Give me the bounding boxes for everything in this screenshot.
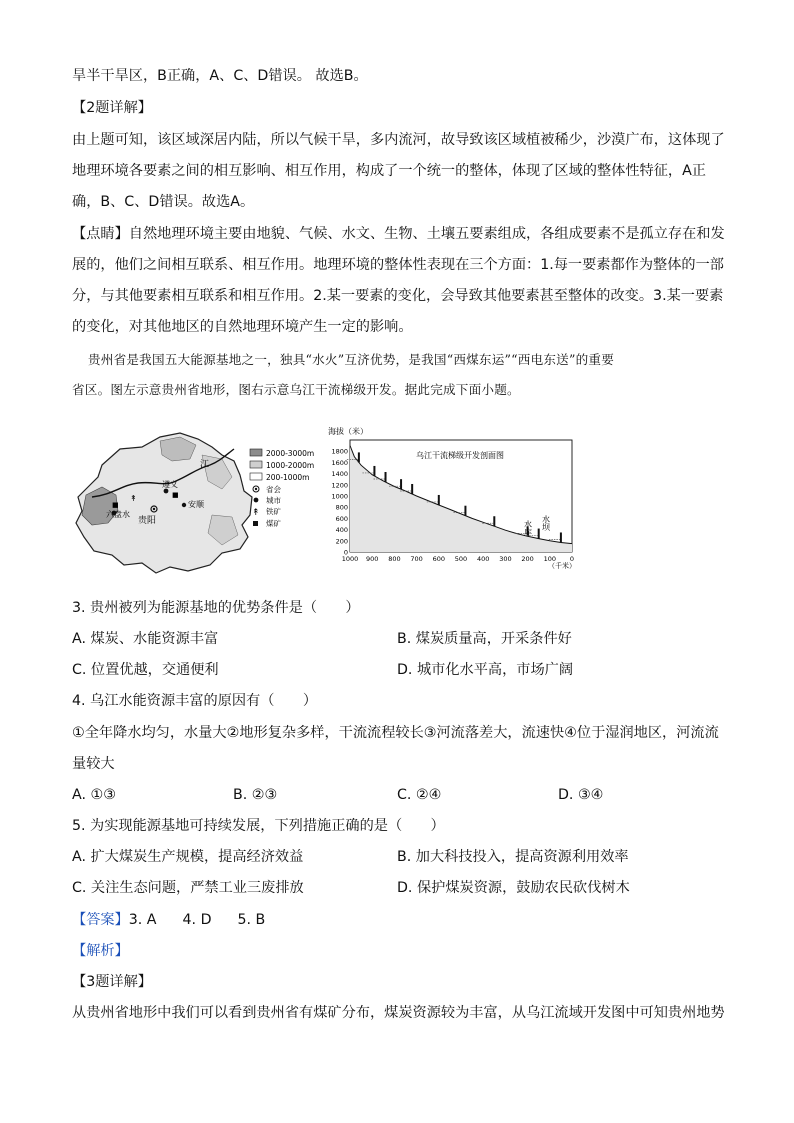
coal-icon: ■ bbox=[112, 501, 119, 509]
section-heading-q2: 【2题详解】 bbox=[72, 100, 152, 116]
answer-4: 4. D bbox=[182, 912, 212, 928]
option-5c: C. 关注生态问题，严禁工业三废排放 bbox=[72, 880, 304, 896]
svg-text:城市: 城市 bbox=[266, 496, 281, 505]
answer-label: 【答案】 bbox=[72, 912, 129, 928]
x-tick-label: 400 bbox=[476, 555, 490, 563]
dam-mark bbox=[464, 506, 466, 516]
x-axis-unit: （千米） bbox=[548, 562, 576, 570]
dam-mark bbox=[560, 532, 562, 542]
option-4b: B. ②③ bbox=[233, 787, 278, 803]
svg-text:水库: 水库 bbox=[523, 520, 533, 536]
svg-text:2000-3000m: 2000-3000m bbox=[266, 449, 315, 458]
tip-line: 【点睛】自然地理环境主要由地貌、气候、水文、生物、土壤五要素组成，各组成要素不是孤立存在和发 bbox=[72, 226, 725, 242]
answer-5: 5. B bbox=[237, 912, 266, 928]
dam-mark bbox=[385, 472, 387, 482]
text-line: 确，B、C、D错误。故选A。 bbox=[72, 194, 255, 210]
option-3a: A. 煤炭、水能资源丰富 bbox=[72, 631, 219, 647]
option-4c: C. ②④ bbox=[397, 787, 442, 803]
x-tick-label: 0 bbox=[569, 555, 575, 563]
wujiang-profile-chart bbox=[326, 422, 576, 572]
question-3: 3. 贵州被列为能源基地的优势条件是（ ） bbox=[72, 600, 360, 616]
city-label: 贵阳 bbox=[138, 516, 157, 526]
dam-mark bbox=[358, 452, 360, 462]
tip-line: 分，与其他要素相互联系和相互作用。2.某一要素的变化，会导致其他要素甚至整体的改变。3.某一要素 bbox=[72, 288, 724, 304]
y-tick-label: 1000 bbox=[331, 492, 348, 501]
x-tick-label: 800 bbox=[388, 555, 401, 563]
option-4d: D. ③④ bbox=[558, 787, 604, 803]
y-tick-label: 400 bbox=[335, 526, 348, 535]
text-line: 从贵州省地形中我们可以看到贵州省有煤矿分布，煤炭资源较为丰富，从乌江流域开发图中可知贵州地势 bbox=[72, 1005, 725, 1021]
x-tick-label: 100 bbox=[543, 555, 557, 563]
option-3c: C. 位置优越，交通便利 bbox=[72, 662, 219, 678]
map-legend bbox=[250, 449, 314, 528]
dam-mark bbox=[438, 495, 440, 505]
guizhou-terrain-map bbox=[72, 425, 322, 575]
city-marker bbox=[164, 489, 169, 494]
tip-line: 展的，他们之间相互联系、相互作用。地理环境的整体性表现在三个方面：1.每一要素都作为整体的一部 bbox=[72, 257, 724, 273]
x-tick-label: 300 bbox=[499, 555, 512, 563]
y-tick-label: 1600 bbox=[331, 458, 348, 467]
option-3d: D. 城市化水平高，市场广阔 bbox=[397, 662, 574, 678]
svg-text:水坝: 水坝 bbox=[541, 515, 551, 531]
text-line: 由上题可知，该区域深居内陆，所以气候干旱，多内流河，故导致该区域植被稀少，沙漠广布，这体现了 bbox=[72, 132, 725, 148]
dam-mark bbox=[373, 466, 375, 476]
answer-line bbox=[72, 910, 265, 930]
tip-line: 的变化，对其他地区的自然地理环境产生一定的影响。 bbox=[72, 319, 413, 335]
question-5: 5. 为实现能源基地可持续发展，下列措施正确的是（ ） bbox=[72, 818, 445, 834]
dam-mark bbox=[411, 484, 413, 494]
intro-line: 省区。图左示意贵州省地形，图右示意乌江干流梯级开发。据此完成下面小题。 bbox=[72, 382, 520, 397]
dam-mark bbox=[493, 516, 495, 526]
svg-text:煤矿: 煤矿 bbox=[266, 519, 281, 528]
option-5d: D. 保护煤炭资源，鼓励农民砍伐树木 bbox=[397, 880, 630, 896]
x-tick-label: 200 bbox=[521, 555, 534, 563]
svg-text:省会: 省会 bbox=[266, 485, 281, 494]
question-4-statements: 量较大 bbox=[72, 756, 115, 772]
x-tick-label: 600 bbox=[432, 555, 446, 563]
answer-3: 3. A bbox=[128, 912, 157, 928]
section-heading-q3: 【3题详解】 bbox=[72, 974, 152, 990]
y-tick-label: 1800 bbox=[331, 447, 348, 456]
svg-text:铁矿: 铁矿 bbox=[266, 507, 281, 516]
iron-icon: ↟ bbox=[130, 494, 137, 503]
y-tick-label: 200 bbox=[335, 537, 348, 546]
text-line: 旱半干旱区，B正确，A、C、D错误。 故选B。 bbox=[72, 68, 368, 84]
city-marker bbox=[182, 503, 186, 507]
y-tick-label: 1400 bbox=[331, 470, 348, 479]
river-label: 江 bbox=[200, 460, 210, 470]
city-label: 六盘水 bbox=[106, 510, 130, 519]
x-tick-label: 900 bbox=[365, 555, 379, 563]
y-tick-label: 1200 bbox=[331, 481, 348, 490]
text-line: 地理环境各要素之间的相互影响、相互作用，构成了一个统一的整体，体现了区域的整体性特征，A正 bbox=[72, 163, 706, 179]
option-5a: A. 扩大煤炭生产规模，提高经济效益 bbox=[72, 849, 304, 865]
svg-text:200-1000m: 200-1000m bbox=[266, 473, 310, 482]
chart-title: 乌江干流梯级开发剖面图 bbox=[416, 451, 504, 460]
svg-text:1000-2000m: 1000-2000m bbox=[266, 461, 315, 470]
question-4-statements: ①全年降水均匀，水量大②地形复杂多样，干流流程较长③河流落差大，流速快④位于湿润地区，河流流 bbox=[72, 725, 719, 741]
dam-mark bbox=[538, 529, 540, 539]
x-tick-label: 1000 bbox=[341, 555, 359, 563]
x-tick-label: 700 bbox=[410, 555, 423, 563]
intro-line: 贵州省是我国五大能源基地之一，独具“水火”互济优势，是我国“西煤东运”“西电东送”的重要 bbox=[88, 352, 614, 367]
y-tick-label: 0 bbox=[343, 548, 348, 557]
option-5b: B. 加大科技投入，提高资源利用效率 bbox=[397, 849, 629, 865]
question-4: 4. 乌江水能资源丰富的原因有（ ） bbox=[72, 693, 318, 709]
city-label: 安顺 bbox=[188, 500, 204, 509]
analysis-heading: 【解析】 bbox=[72, 943, 129, 959]
y-axis-label: 海拔（米） bbox=[328, 427, 368, 436]
x-tick-label: 500 bbox=[454, 555, 468, 563]
option-4a: A. ①③ bbox=[72, 787, 116, 803]
option-3b: B. 煤炭质量高，开采条件好 bbox=[397, 631, 572, 647]
y-tick-label: 600 bbox=[335, 514, 348, 523]
coal-icon: ■ bbox=[172, 491, 179, 499]
city-label: 遵义 bbox=[162, 480, 178, 489]
iron-icon: ↟ bbox=[252, 508, 260, 518]
y-tick-label: 800 bbox=[335, 503, 348, 512]
dam-mark bbox=[400, 479, 402, 489]
coal-icon bbox=[253, 521, 258, 526]
